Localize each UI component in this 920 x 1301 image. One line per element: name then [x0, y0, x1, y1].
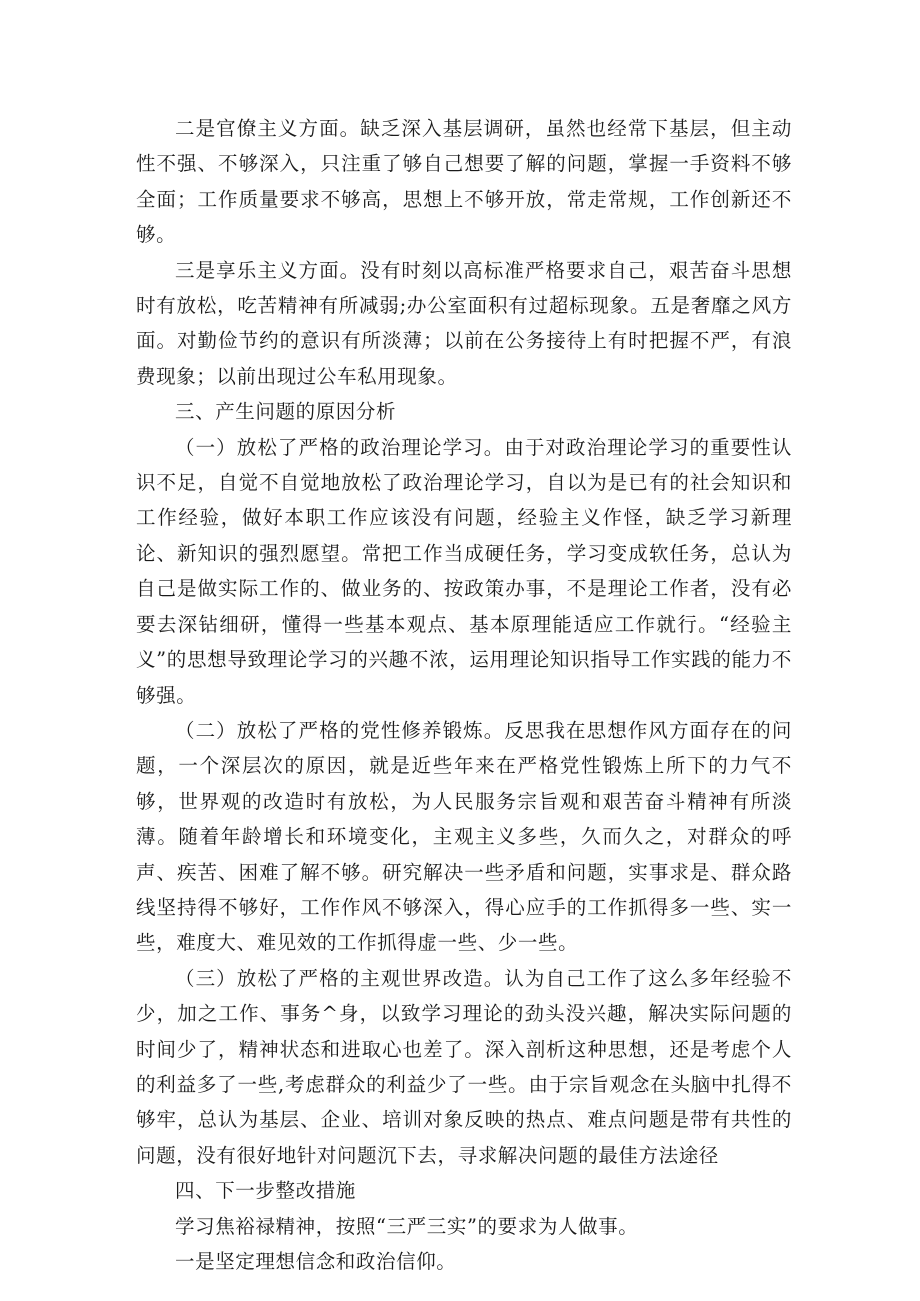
paragraph-party-cultivation: （二）放松了严格的党性修养锻炼。反思我在思想作风方面存在的问题，一个深层次的原因，就是近些年来在严格党性锻炼上所下的力气不够，世界观的改造时有放松，为人民服务宗旨观和艰苦奋斗精神有所淡薄。随着年龄增长和环境变化，主观主义多些，久而久之，对群众的呼声、疾苦、困难了解不够。研究解决一些矛盾和问题，实事求是、群众路线坚持得不够好，工作作风不够深入，得心应手的工作抓得多一些、实一些，难度大、难见效的工作抓得虚一些、少一些。	[136, 718, 792, 955]
section-heading-rectification: 四、下一步整改措施	[175, 1179, 356, 1203]
paragraph-ideals-beliefs: 一是坚定理想信念和政治信仰。	[175, 1250, 457, 1273]
paragraph-jiao-yulu: 学习焦裕禄精神，按照“三严三实”的要求为人做事。	[175, 1214, 639, 1238]
paragraph-political-theory: （一）放松了严格的政治理论学习。由于对政治理论学习的重要性认识不足，自觉不自觉地放松了政治理论学习，自以为是已有的社会知识和工作经验，做好本职工作应该没有问题，经验主义作怪，缺乏学习新理论、新知识的强烈愿望。常把工作当成硬任务，学习变成软任务，总认为自己是做实际工作的、做业务的、按政策办事，不是理论工作者，没有必要去深钻细研，懂得一些基本观点、基本原理能适应工作就行。“经验主义”的思想导致理论学习的兴趣不浓，运用理论知识指导工作实践的能力不够强。	[136, 435, 792, 707]
paragraph-subjective-world: （三）放松了严格的主观世界改造。认为自己工作了这么多年经验不少，加之工作、事务^身，以致学习理论的劲头没兴趣，解决实际问题的时间少了，精神状态和进取心也差了。深入剖析这种思想，还是考虑个人的利益多了一些,考虑群众的利益少了一些。由于宗旨观念在头脑中扎得不够牢，总认为基层、企业、培训对象反映的热点、难点问题是带有共性的问题，没有很好地针对问题沉下去，寻求解决问题的最佳方法途径	[136, 966, 792, 1167]
section-heading-cause-analysis: 三、产生问题的原因分析	[175, 400, 397, 424]
paragraph-bureaucratism: 二是官僚主义方面。缺乏深入基层调研，虽然也经常下基层，但主动性不强、不够深入，只注重了够自己想要了解的问题，掌握一手资料不够全面；工作质量要求不够高，思想上不够开放，常走常规，工作创新还不够。	[136, 117, 792, 247]
document-body	[136, 111, 792, 1279]
paragraph-hedonism: 三是享乐主义方面。没有时刻以高标准严格要求自己，艰苦奋斗思想时有放松，吃苦精神有所减弱;办公室面积有过超标现象。五是奢靡之风方面。对勤俭节约的意识有所淡薄；以前在公务接待上有时把握不严，有浪费现象；以前出现过公车私用现象。	[136, 258, 792, 388]
